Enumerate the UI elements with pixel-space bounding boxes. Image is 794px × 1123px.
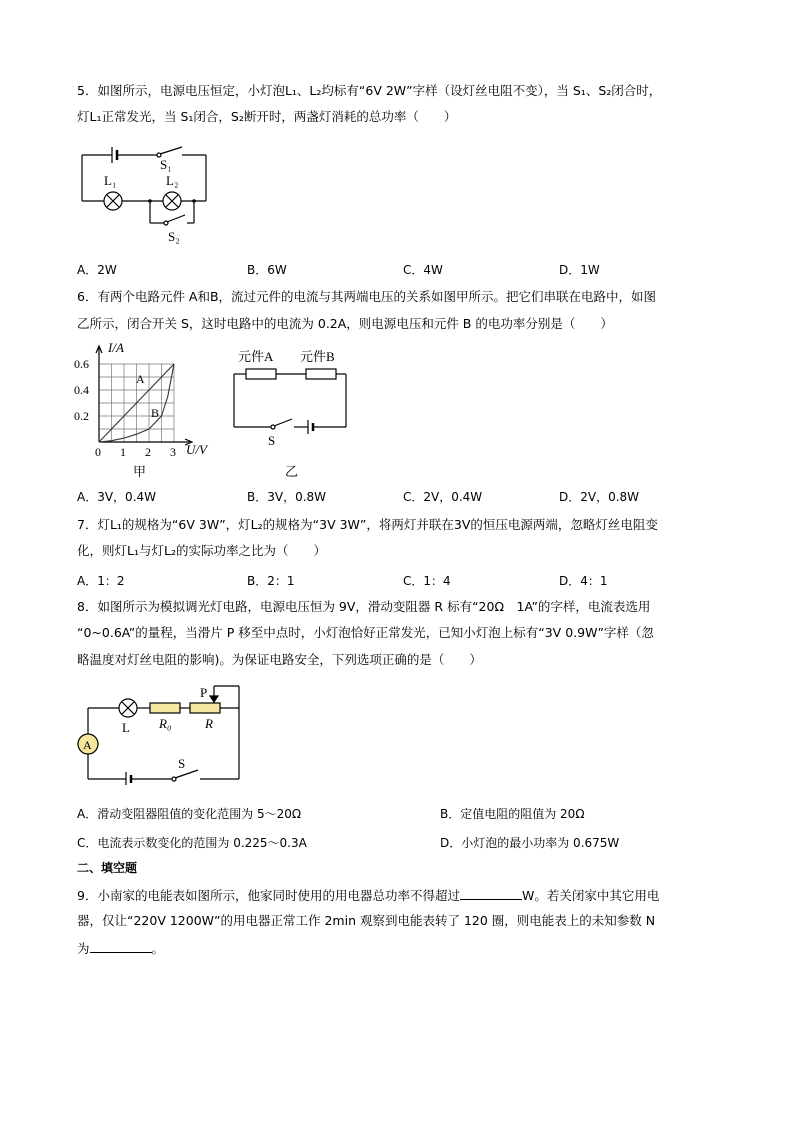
q7-option-c: C．1：4 [403, 574, 451, 588]
q9-line1-text-a: 9．小南家的电能表如图所示，他家同时使用的用电器总功率不得超过 [77, 888, 460, 903]
q6-line1: 6．有两个电路元件 A和B，流过元件的电流与其两端电压的关系如图甲所示。把它们串联在电路中，如图 [77, 289, 657, 304]
caption-right: 乙 [285, 464, 299, 479]
switch-s1-blade [160, 147, 182, 154]
series-label-b: B [151, 406, 160, 420]
q7-line2: 化，则灯L₁与灯L₂的实际功率之比为（ ） [77, 543, 326, 558]
q6-option-a: A．3V，0.4W [77, 490, 157, 504]
label-comp-a: 元件A [238, 349, 274, 364]
label-s: S [178, 756, 186, 771]
q6-option-d: D．2V，0.8W [559, 490, 640, 504]
q9-line3-text-b: 。 [151, 941, 165, 956]
label-comp-b: 元件B [300, 349, 335, 364]
q9-line1 [77, 887, 659, 904]
q8-option-b: B．定值电阻的阻值为 20Ω [440, 807, 585, 821]
rheostat-r [190, 703, 220, 713]
q5-circuit-diagram [70, 135, 220, 245]
junction-dot [148, 199, 152, 203]
label-l1: L₁ [104, 173, 117, 188]
q5-option-d: D．1W [559, 263, 600, 277]
q8-option-a: A．滑动变阻器阻值的变化范围为 5～20Ω [77, 807, 302, 821]
q6-iv-chart [72, 340, 222, 485]
q6-option-c: C．2V，0.4W [403, 490, 483, 504]
q9-line2: 器，仅让“220V 1200W”的用电器正常工作 2min 观察到电能表转了 120 圈，则电能表上的未知参数 N [77, 913, 656, 928]
q8-line3: 略温度对灯丝电阻的影响)。为保证电路安全，下列选项正确的是（ ） [77, 652, 482, 667]
label-switch: S [268, 433, 276, 448]
label-s1: S₁ [160, 157, 172, 172]
q5-line2: 灯L₁正常发光，当 S₁闭合，S₂断开时，两盏灯消耗的总功率（ ） [77, 109, 457, 124]
q8-line1: 8．如图所示为模拟调光灯电路，电源电压恒为 9V，滑动变阻器 R 标有“20Ω 1A”的字样，电流表选用 [77, 599, 651, 614]
q8-option-c: C．电流表示数变化的范围为 0.225～0.3A [77, 836, 307, 850]
x-tick-label: 3 [170, 445, 176, 459]
q5-option-a: A．2W [77, 263, 117, 277]
q8-dimmer-circuit [74, 680, 244, 785]
q9-line3 [77, 940, 164, 957]
y-tick-label: 0.4 [74, 383, 89, 397]
q6-series-circuit [228, 343, 353, 485]
label-r: R [205, 716, 213, 731]
q9-blank-1[interactable] [460, 887, 522, 900]
q8-line2: “0~0.6A”的量程，当滑片 P 移至中点时，小灯泡恰好正常发光，已知小灯泡上标有“3V 0.9W”字样（忽 [77, 625, 654, 640]
q5-option-b: B．6W [247, 263, 287, 277]
x-tick-label: 0 [95, 445, 101, 459]
resistor-r0 [150, 703, 180, 713]
q5-line1: 5．如图所示，电源电压恒定，小灯泡L₁、L₂均标有“6V 2W”字样（设灯丝电阻不变），当 S₁、S₂闭合时， [77, 83, 662, 98]
y-tick-label: 0.2 [74, 409, 89, 423]
x-tick-label: 1 [120, 445, 126, 459]
label-s2: S₂ [168, 229, 180, 244]
junction-dot [192, 199, 196, 203]
x-tick-label: 2 [145, 445, 151, 459]
q9-blank-2[interactable] [90, 940, 152, 953]
switch-s2-blade [167, 215, 185, 222]
q7-option-b: B．2：1 [247, 574, 295, 588]
section-title: 二、填空题 [77, 861, 138, 875]
label-r0: R₀ [159, 716, 172, 731]
q6-option-b: B．3V，0.8W [247, 490, 327, 504]
y-tick-label: 0.6 [74, 357, 89, 371]
switch-blade [274, 419, 292, 426]
label-p: P [200, 685, 208, 700]
series-label-a: A [136, 372, 145, 386]
q7-line1: 7．灯L₁的规格为“6V 3W”，灯L₂的规格为“3V 3W”，将两灯并联在3V的恒压电源两端，忽略灯丝电阻变 [77, 517, 658, 532]
component-b [306, 369, 336, 379]
q5-option-c: C．4W [403, 263, 443, 277]
chart-xlabel: U/V [186, 442, 207, 457]
label-l2: L₂ [166, 173, 179, 188]
q8-option-d: D．小灯泡的最小功率为 0.675W [440, 836, 620, 850]
q9-line3-text-a: 为 [77, 941, 90, 956]
component-a [246, 369, 276, 379]
label-l: L [122, 720, 130, 735]
q7-option-a: A．1：2 [77, 574, 125, 588]
caption-left: 甲 [133, 464, 147, 479]
q6-line2: 乙所示，闭合开关 S，这时电路中的电流为 0.2A，则电源电压和元件 B 的电功率分别是（ ） [77, 316, 613, 331]
q7-option-d: D．4：1 [559, 574, 608, 588]
label-ammeter: A [83, 738, 92, 752]
q9-line1-text-b: W。若关闭家中其它用电 [521, 888, 660, 903]
chart-ylabel: I/A [108, 340, 124, 355]
switch-blade [175, 770, 198, 778]
